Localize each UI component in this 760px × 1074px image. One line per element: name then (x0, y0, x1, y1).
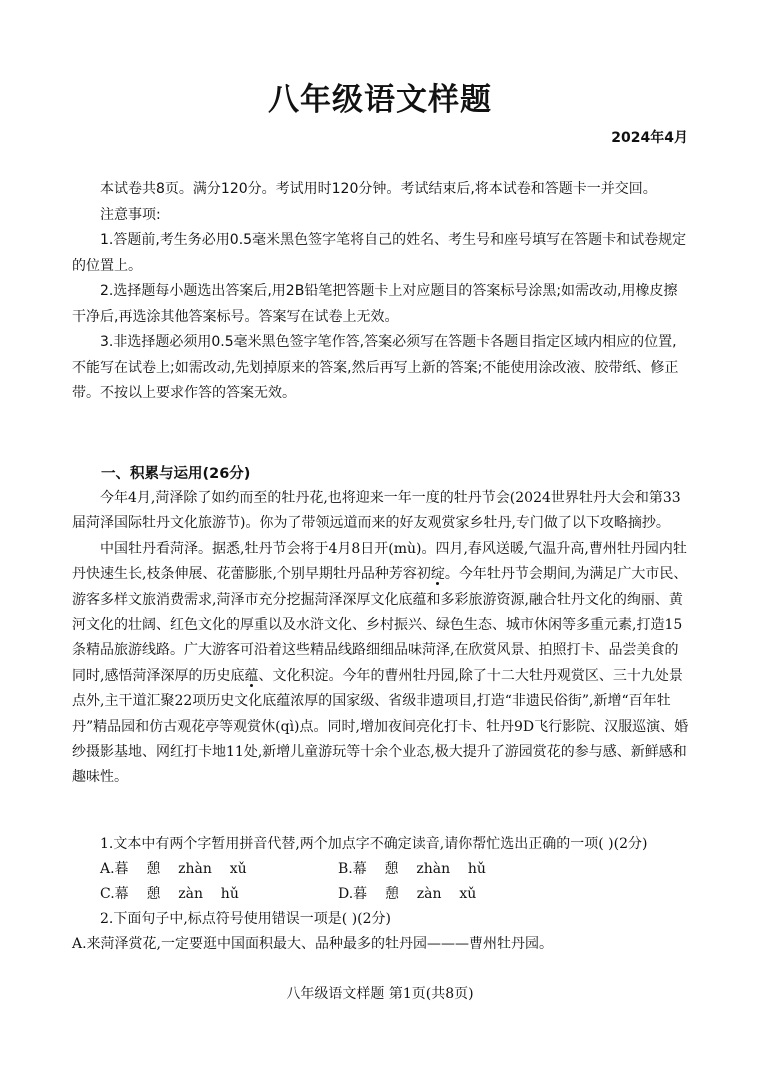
passage-text: 。今年牡丹节会期间,为满足广大市民、游客多样文旅消费需求,菏泽市充分挖掘菏泽深厚文化底蕴和多彩旅游资源,融合牡丹文化的绚丽、黄河文化的壮阔、红色文化的厚重以及水浒文化、乡村振兴、绿色生态、城市休闲等多重元素,打造15条精品旅游线路。广大游客可沿着这些精品线路细细品味菏泽,在欣赏风景、拍照打卡、品尝美食的同时,感悟菏泽深厚的历史底 (72, 566, 688, 684)
passage-paragraph-2 (72, 537, 690, 791)
option-d: D.暮 憩 zàn xǔ (338, 886, 477, 902)
note-item-1: 1.答题前,考生务必用0.5毫米黑色签字笔将自己的姓名、考生号和座号填写在答题卡和试卷规定的位置上。 (72, 232, 687, 274)
section-heading: 一、积累与运用(26分) (101, 466, 251, 482)
questions-block (72, 832, 690, 957)
question-1-stem: 1.文本中有两个字暂用拼音代替,两个加点字不确定读音,请你帮忙选出正确的一项( )(2分) (100, 836, 648, 852)
question-1-options-row-1 (72, 857, 690, 882)
option-a: A.暮 憩 zhàn xǔ (100, 861, 247, 877)
exam-date: 2024年4月 (611, 130, 688, 146)
note-item-3: 3.非选择题必须用0.5毫米黑色签字笔作答,答案必须写在答题卡各题目指定区域内相应的位置,不能写在试卷上;如需改动,先划掉原来的答案,然后再写上新的答案;不能使用涂改液、胶带纸、修正带。不按以上要求作答的答案无效。 (72, 334, 679, 401)
dotted-character: 绽 (430, 566, 445, 583)
page-footer: 八年级语文样题 第1页(共8页) (286, 986, 474, 1002)
question-1-options-row-2 (72, 882, 690, 907)
question-2-stem: 2.下面句子中,标点符号使用错误一项是( )(2分) (100, 911, 392, 927)
option-b: B.幕 憩 zhàn hǔ (338, 861, 486, 877)
reading-passage (72, 486, 690, 791)
notes-heading: 注意事项: (100, 206, 161, 223)
passage-paragraph-1: 今年4月,菏泽除了如约而至的牡丹花,也将迎来一年一度的牡丹节会(2024世界牡丹大会和第33届菏泽国际牡丹文化旅游节)。你为了带领远道而来的好友观赏家乡牡丹,专门做了以下攻略摘抄。 (72, 490, 681, 532)
passage-text: 、文化积淀。今年的曹州牡丹园,除了十二大牡丹观赏区、三十九处景点外,主干道汇聚22项历史文化底蕴浓厚的国家级、省级非遗项目,打造“非遗民俗街”,新增“百年牡丹”精品园和仿古观花亭等观赏休(qì)点。同时,增加夜间亮化打卡、牡丹9D飞行影院、汉服巡演、婚纱摄影基地、网红打卡地11处,新增儿童游玩等十余个业态,极大提升了游园赏花的参与感、新鲜感和趣味性。 (72, 667, 689, 786)
option-c: C.幕 憩 zàn hǔ (100, 886, 239, 902)
instructions-intro: 本试卷共8页。满分120分。考试用时120分钟。考试结束后,将本试卷和答题卡一并交回。 (100, 181, 657, 197)
instructions-block (72, 177, 690, 407)
note-item-2: 2.选择题每小题选出答案后,用2B铅笔把答题卡上对应题目的答案标号涂黑;如需改动,用橡皮擦干净后,再选涂其他答案标号。答案写在试卷上无效。 (72, 283, 678, 325)
page-title: 八年级语文样题 (268, 82, 492, 118)
question-2-option-a: A.来菏泽赏花,一定要逛中国面积最大、品种最多的牡丹园———曹州牡丹园。 (72, 936, 554, 952)
passage-text: 中国牡丹看菏泽。据悉,牡丹节会将于4月8日开(mù)。四月,春风送暖,气温升高,曹州牡丹园内牡丹快速生长,枝条伸展、花蕾膨胀,个别早期牡丹品种芳容初 (72, 540, 687, 583)
dotted-character: 蕴 (244, 667, 259, 684)
